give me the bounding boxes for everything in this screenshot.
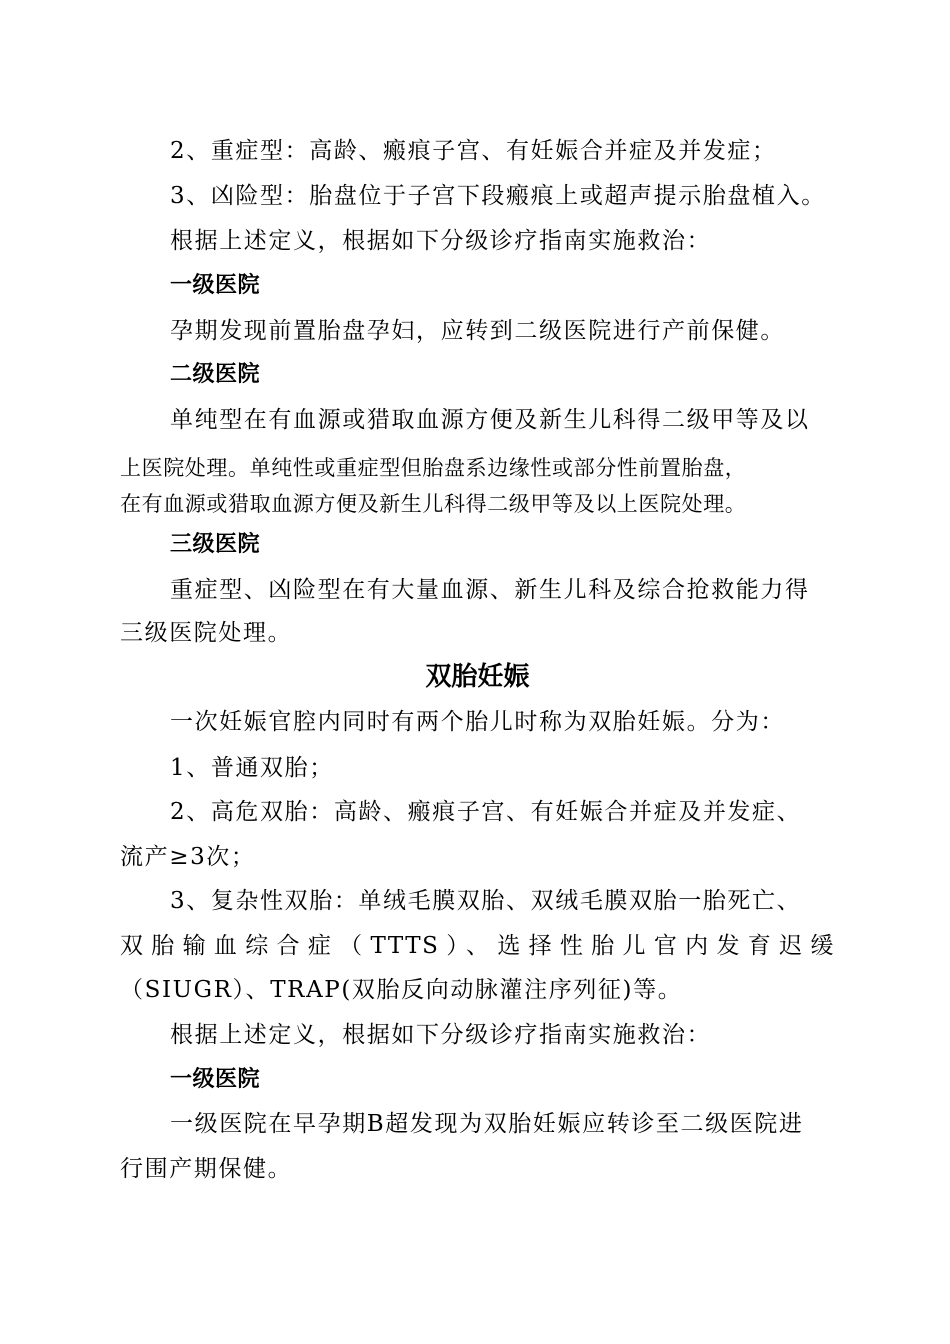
high-risk-twin-line2: 流产≥3次； [120, 844, 256, 870]
normal-twin-item: 1、普通双胎； [170, 755, 334, 781]
twin-level1-line2: 行围产期保健。 [120, 1156, 293, 1182]
twin-level1-line1: 一级医院在早孕期B超发现为双胎妊娠应转诊至二级医院进 [170, 1111, 804, 1137]
dangerous-type-item: 3、凶险型：胎盘位于子宫下段瘢痕上或超声提示胎盘植入。 [170, 183, 826, 209]
level1-text: 孕期发现前置胎盘孕妇，应转到二级医院进行产前保健。 [170, 318, 785, 344]
twin-guideline-intro: 根据上述定义，根据如下分级诊疗指南实施救治： [170, 1022, 712, 1048]
level2-heading: 二级医院 [170, 362, 261, 387]
complex-twin-line2: 双胎输血综合症（TTTS）、选择性胎儿官内发育迟缓 [120, 933, 835, 959]
twin-pregnancy-title: 双胎妊娠 [425, 662, 530, 692]
level2-text-line2: 上医院处理。单纯性或重症型但胎盘系边缘性或部分性前置胎盘， [120, 456, 747, 480]
level3-heading: 三级医院 [170, 532, 261, 557]
level3-text-line2: 三级医院处理。 [120, 620, 293, 646]
level2-text-line3: 在有血源或猎取血源方便及新生儿科得二级甲等及以上医院处理。 [120, 492, 747, 516]
severe-type-item: 2、重症型：高龄、瘢痕子宫、有妊娠合并症及并发症； [170, 138, 777, 164]
complex-twin-line3: （SIUGR）、TRAP(双胎反向动脉灌注序列征)等。 [120, 977, 683, 1003]
complex-twin-line1: 3、复杂性双胎：单绒毛膜双胎、双绒毛膜双胎一胎死亡、 [170, 888, 802, 914]
high-risk-twin-line1: 2、高危双胎：高龄、瘢痕子宫、有妊娠合并症及并发症、 [170, 799, 802, 825]
level3-text-line1: 重症型、凶险型在有大量血源、新生儿科及综合抢救能力得 [170, 577, 810, 603]
level2-text-line1: 单纯型在有血源或猎取血源方便及新生儿科得二级甲等及以 [170, 407, 810, 433]
twin-level1-heading: 一级医院 [170, 1067, 261, 1092]
twin-intro: 一次妊娠官腔内同时有两个胎儿时称为双胎妊娠。分为： [170, 709, 785, 735]
level1-heading: 一级医院 [170, 273, 261, 298]
guideline-intro: 根据上述定义，根据如下分级诊疗指南实施救治： [170, 228, 712, 254]
